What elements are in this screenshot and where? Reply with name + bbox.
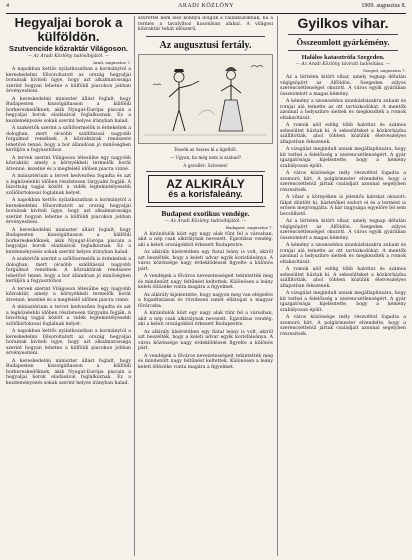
article-paragraph: A kémény a szomszédos munkásházakra zuhant és romjai alá temette az ott tartózkodókat. A mentők azonnal a helyszínre siettek és megkezdték a romok eltakarítását. <box>280 99 406 121</box>
article-place: Budapest, augusztus 7. <box>225 224 273 230</box>
article-paragraph: A kereskedelmi miniszter állást foglalt, hogy Budapesten kiszolgáltasson a külföldi borkereskedőknek, akik Nyugat-Európa piacain a hegyaljai borok eladásával foglalkoznak. Ez a kezdeményezés sokak szerint helyes irányban halad. <box>6 227 131 255</box>
article-headline: Gyilkos vihar. <box>297 16 389 31</box>
column-divider <box>134 16 135 556</box>
article-paragraph: A tervek szerint Világoson létesülne egy nagyobb kőzraktár, amely a környékbeli termelők borát átvenné, kezelné és a megfelelő időben piacra vinné. <box>6 155 131 172</box>
article-headline-cont: és a korisfaleány. <box>168 189 243 200</box>
article-paragraph: A tervek szerint Világoson létesülne egy nagyobb kőzraktár, amely a környékbeli termelők borát átvenné, kezelné és a megfelelő időben piacra vinné. <box>6 286 131 303</box>
section-rule <box>288 34 398 35</box>
cartoon-caption: A gavallér: Szívesen! <box>183 162 228 168</box>
article-subheadline: Halálos katasztrófa Szegeden. <box>301 54 385 62</box>
article-paragraph: A kereskedelmi miniszter állást foglalt, hogy Budapesten kiszolgáltasson a külföldi borkereskedőknek, akik Nyugat-Európa piacain a hegyaljai borok eladásával foglalkoznak. Ez a kezdeményezés sokak szerint helyes irányban halad. <box>6 96 131 124</box>
article-byline: — Az Aradi Közlöny távirati tudósítása. — <box>295 62 391 68</box>
article-headline: AZ ALKIRÁLY <box>166 176 245 191</box>
article-paragraph: A vendégek a főváros nevezetességeit tekintették meg és mindenütt nagy feltűnést keltettek. Különösen a leány keleti öltözéke vonta magára a figyelmet. <box>138 353 273 370</box>
section-rule <box>288 50 398 51</box>
article-paragraph: A kereskedelmi miniszter állást foglalt, hogy Budapesten kiszolgáltasson a külföldi borkereskedőknek, akik Nyugat-Európa piacain a hegyaljai borok eladásával foglalkoznak. Ez a kezdeményezés sokak szerint helyes irányban halad. <box>6 358 131 386</box>
article-paragraph: Az a hirtelen kitört vihar, amely tegnap délután végigsöpört az Alföldön, Szegeden súlyos szerencsétlenséget okozott. A város egyik gyárában összeomlott a magas kémény. <box>280 219 406 241</box>
column-divider <box>277 16 278 556</box>
article-headline: Hegyaljai borok a külföldön. <box>14 16 123 44</box>
article-paragraph: A kémény a szomszédos munkásházakra zuhant és romjai alá temette az ott tartózkodókat. A mentők azonnal a helyszínre siettek és megkezdték a romok eltakarítását. <box>280 243 406 265</box>
article-paragraph: A vizsgálat megindult annak megállapítására, hogy kit terhel a felelősség a szerencsétlenségért. A gyár igazgatósága kijelentette, hogy a kémény szabályosan épült. <box>280 291 406 313</box>
article-byline: — Az Aradi Közlöny tudósítójától. — <box>27 54 110 60</box>
cartoon-caption: — Ugyan, ha még nem is szabad? <box>169 154 242 160</box>
headline-box <box>148 175 263 203</box>
article-paragraph: A szakértők szerint a szőlőtermelők is érdekeltek a dologban, mert olcsóbb szállítással nagyobb forgalmat remélnek. A kőzraktárak rendszere lehetővé tenné, hogy a bor állandóan jó minőségben kerüljön a fogyasztóhoz. <box>6 126 131 154</box>
article-subheadline: Összeomlott gyárkémény. <box>296 36 390 47</box>
article-paragraph: A kirándulók közt egy nagy alak tűnt fel a városban, akit a nép csak alkirálynak nevezett. Egzotikus vendég, aki a keleti országokból érkezett Budapestre. <box>138 231 273 248</box>
article-paragraph: A romok alól eddig több halottat és számos sebesültet húztak ki. A sebesülteket a közkórházba szállították, ahol többen közülük életveszélyes állapotban fekszenek. <box>280 267 406 289</box>
article-paragraph: A vendégek a főváros nevezetességeit tekintették meg és mindenütt nagy feltűnést keltettek. Különösen a leány keleti öltözéke vonta magára a figyelmet. <box>138 274 273 291</box>
article-paragraph: A vihar a környéken is jelentős károkat okozott: fákat döntött ki, háztetőket sodort el és a termést is erősen megrongálta. A kár nagysága egyelőre fel sem becsülhető. <box>280 195 406 217</box>
article-paragraph: A vizsgálat megindult annak megállapítására, hogy kit terhel a felelősség a szerencsétlenségért. A gyár igazgatósága kijelentette, hogy a kémény szabályosan épült. <box>280 147 406 169</box>
article-place: Arad, augusztus 7. <box>93 60 131 66</box>
article-paragraph: A város közönsége mély részvéttel fogadta a szomorú hírt. A polgármester elrendelte, hogy a szerencsétlenül jártak családjait azonnal segélyben részesítsék. <box>280 171 406 193</box>
article-continuation: szürettel nem lesz könnyű dolguk a vállalkozóknak, ha a termés a tavalyihoz hasonlóan alakul. A világosi kőzraktár tehát időszerű. <box>138 16 273 32</box>
article-place: Szeged, augusztus 7. <box>363 68 406 74</box>
section-rule <box>146 171 265 172</box>
issue-date: 1909. augusztus 8. <box>361 3 406 9</box>
paper-name: ARADI KÖZLÖNY <box>178 3 234 9</box>
section-rule <box>146 206 265 207</box>
article-paragraph: Az a hirtelen kitört vihar, amely tegnap délután végigsöpört az Alföldön, Szegeden súlyos szerencsétlenséget okozott. A város egyik gyárában összeomlott a magas kémény. <box>280 75 406 97</box>
article-subheadline: Szutvencide kőzraktár Világoson. <box>8 44 129 54</box>
article-paragraph: A kirándulók közt egy nagy alak tűnt fel a városban, akit a nép csak alkirálynak nevezett. Egzotikus vendég, aki a keleti országokból érkezett Budapestre. <box>138 311 273 328</box>
article-paragraph: A minisztérium a tervet kedvezően fogadta és azt a legközelebbi időben részletesen tárgyalni fogják. A bizottság tagjai között a vidék legtekintélyesebb szőlőbirtokosai foglalnak helyet. <box>6 174 131 196</box>
article-paragraph: Az alkirály kijelentette, hogy nagyon meg van elégedve a fogadtatással és rövidesen ismét ellátogat a magyar fővárosba. <box>138 292 273 309</box>
column-middle <box>138 16 273 556</box>
cartoon-caption: Tessék az összes ki a ligetből. <box>173 146 238 152</box>
page-number: 4 <box>6 3 9 9</box>
article-paragraph: A napokban kettős nyilatkozatban a kormánytól a kereskedelmi fölsoroltatott az ország hegyaljai borainak kiviteli ügye, hogy azt alkalmatossága szerint hogyan lehetne a külföldi piacokon jobban érvényesíteni. <box>6 329 131 357</box>
article-paragraph: A szakértők szerint a szőlőtermelők is érdekeltek a dologban, mert olcsóbb szállítással nagyobb forgalmat remélnek. A kőzraktárak rendszere lehetővé tenné, hogy a bor állandóan jó minőségben kerüljön a fogyasztóhoz. <box>6 257 131 285</box>
header-rule <box>6 13 406 14</box>
article-paragraph: A napokban kettős nyilatkozatban a kormánytól a kereskedelmi fölsoroltatott az ország hegyaljai borainak kiviteli ügye, hogy azt alkalmatossága szerint hogyan lehetne a külföldi piacokon jobban érvényesíteni. <box>6 198 131 226</box>
article-paragraph: Az alkirály kíséretében egy fiatal leány is volt, akiről azt beszélték, hogy a keleti udvar egyik korisfaleánya. A város közönsége nagy érdeklődéssel figyelte a különös párt. <box>138 329 273 352</box>
article-paragraph: A minisztérium a tervet kedvezően fogadta és azt a legközelebbi időben részletesen tárgyalni fogják. A bizottság tagjai között a vidék legtekintélyesebb szőlőbirtokosai foglalnak helyet. <box>6 305 131 327</box>
column-right <box>280 16 406 556</box>
article-subheadline: Budapest exotikus vendége. <box>161 208 250 218</box>
article-paragraph: A romok alól eddig több halottat és számos sebesültet húztak ki. A sebesülteket a közkórházba szállították, ahol többen közülük életveszélyes állapotban fekszenek. <box>280 123 406 145</box>
article-headline: Az augusztusi fertály. <box>159 39 252 51</box>
column-left <box>6 16 131 556</box>
article-paragraph: A napokban kettős nyilatkozatban a kormánytól a kereskedelmi fölsoroltatott az ország hegyaljai borainak kiviteli ügye, hogy azt alkalmatossága szerint hogyan lehetne a külföldi piacokon jobban érvényesíteni. <box>6 67 131 95</box>
cartoon-drawing <box>139 55 272 143</box>
cartoon-illustration <box>138 54 273 144</box>
article-paragraph: A város közönsége mély részvéttel fogadta a szomorú hírt. A polgármester elrendelte, hogy a szerencsétlenül jártak családjait azonnal segélyben részesítsék. <box>280 315 406 337</box>
article-byline: — Az Aradi Közlöny tudósítójától. — <box>164 218 247 224</box>
article-paragraph: Az alkirály kíséretében egy fiatal leány is volt, akiről azt beszélték, hogy a keleti udvar egyik korisfaleánya. A város közönsége nagy érdeklődéssel figyelte a különös párt. <box>138 250 273 272</box>
page-header <box>6 3 406 13</box>
section-rule <box>146 36 265 37</box>
